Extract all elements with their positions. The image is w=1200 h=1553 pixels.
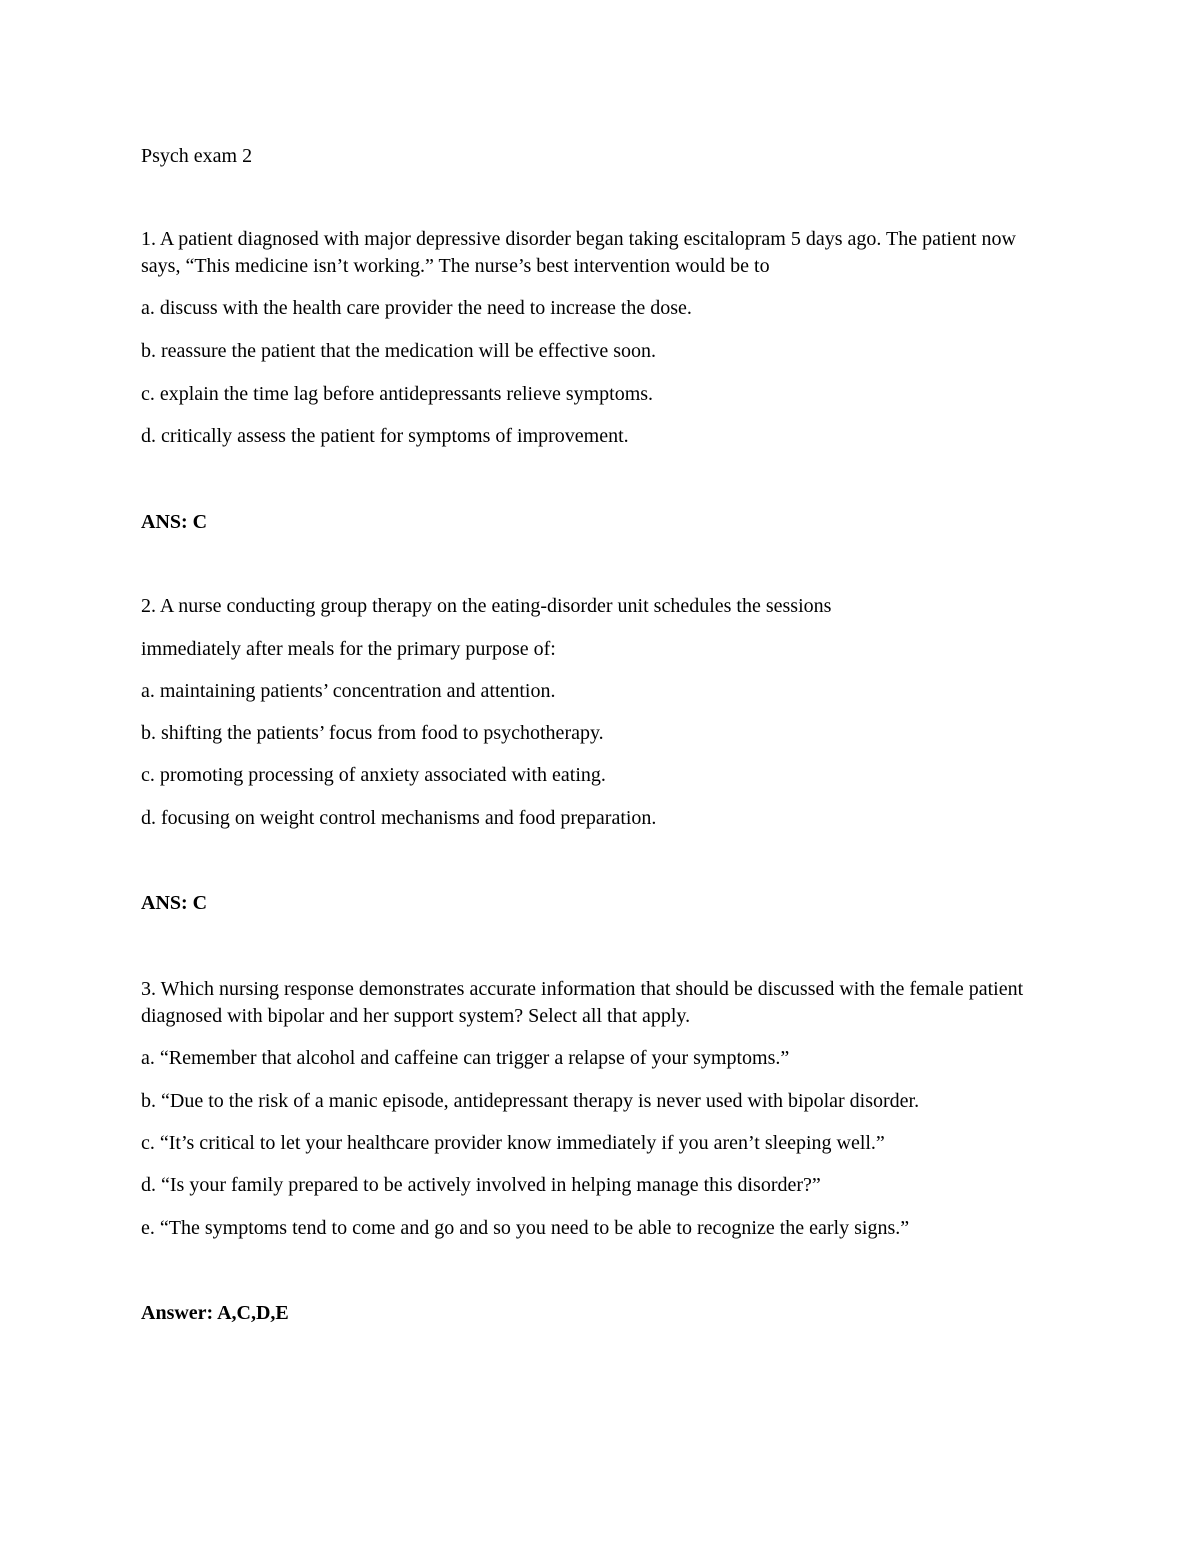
document-title: Psych exam 2	[141, 145, 253, 167]
question-3-option-a: a. “Remember that alcohol and caffeine can trigger a relapse of your symptoms.”	[141, 1047, 790, 1069]
question-3-answer: Answer: A,C,D,E	[141, 1302, 289, 1324]
question-3-option-e: e. “The symptoms tend to come and go and so you need to be able to recognize the early signs.”	[141, 1217, 910, 1239]
question-3-option-b: b. “Due to the risk of a manic episode, antidepressant therapy is never used with bipolar disorder.	[141, 1090, 920, 1112]
question-2-option-b: b. shifting the patients’ focus from food to psychotherapy.	[141, 722, 604, 744]
question-3-option-c: c. “It’s critical to let your healthcare provider know immediately if you aren’t sleeping well.”	[141, 1132, 885, 1154]
question-1-option-b: b. reassure the patient that the medication will be effective soon.	[141, 340, 657, 362]
question-2-option-a: a. maintaining patients’ concentration and attention.	[141, 680, 556, 702]
question-1-option-a: a. discuss with the health care provider the need to increase the dose.	[141, 297, 692, 319]
question-2-option-d: d. focusing on weight control mechanisms and food preparation.	[141, 807, 657, 829]
question-1-option-d: d. critically assess the patient for symptoms of improvement.	[141, 425, 629, 447]
question-2-stem-line-2: immediately after meals for the primary purpose of:	[141, 638, 556, 660]
question-1-option-c: c. explain the time lag before antidepressants relieve symptoms.	[141, 383, 654, 405]
question-1-stem: 1. A patient diagnosed with major depressive disorder began taking escitalopram 5 days ago. The patient now says, “This medicine isn’t working.” The nurse’s best intervention would be to	[141, 228, 1016, 277]
question-3	[141, 976, 1061, 1239]
question-1-answer: ANS: C	[141, 511, 208, 533]
question-2-stem-line-1: 2. A nurse conducting group therapy on the eating-disorder unit schedules the sessions	[141, 595, 832, 617]
question-1	[141, 226, 1061, 447]
question-3-stem: 3. Which nursing response demonstrates accurate information that should be discussed with the female patient diagnosed with bipolar and her support system? Select all that apply.	[141, 978, 1024, 1027]
question-2-option-c: c. promoting processing of anxiety associated with eating.	[141, 764, 606, 786]
question-2-answer: ANS: C	[141, 892, 208, 914]
question-3-option-d: d. “Is your family prepared to be actively involved in helping manage this disorder?”	[141, 1174, 821, 1196]
